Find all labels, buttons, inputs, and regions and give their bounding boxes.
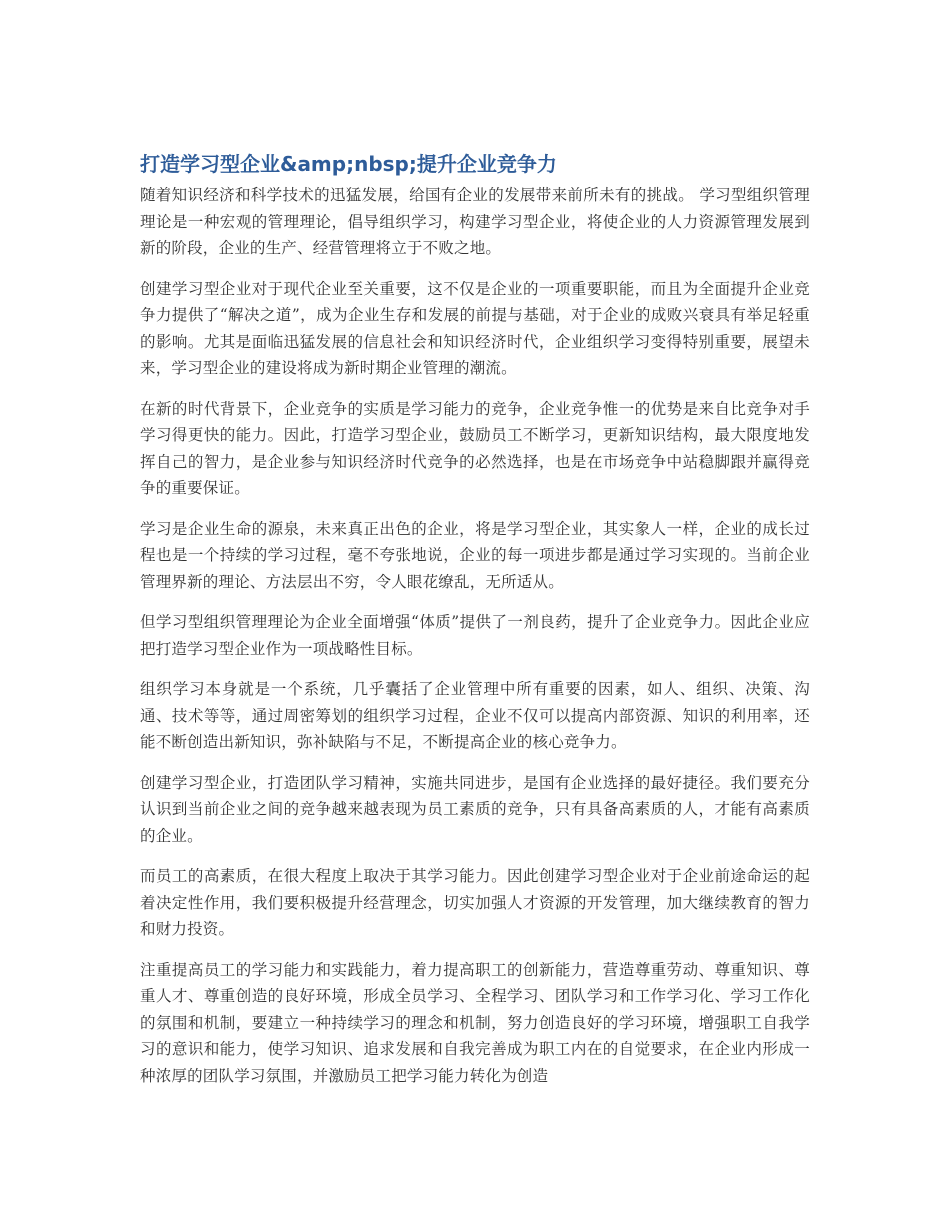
paragraph-1: 随着知识经济和科学技术的迅猛发展，给国有企业的发展带来前所未有的挑战。 学习型组织管理理论是一种宏观的管理理论，倡导组织学习，构建学习型企业，将使企业的人力资源管理发展到新的阶段，企业的生产、经营管理将立于不败之地。 [140,186,810,257]
document-body [140,150,810,1103]
paragraph-6: 组织学习本身就是一个系统，几乎囊括了企业管理中所有重要的因素，如人、组织、决策、沟通、技术等等，通过周密筹划的组织学习过程，企业不仅可以提高内部资源、知识的利用率，还能不断创造出新知识，弥补缺陷与不足，不断提高企业的核心竞争力。 [140,680,810,751]
paragraph-7: 创建学习型企业，打造团队学习精神，实施共同进步，是国有企业选择的最好捷径。我们要充分认识到当前企业之间的竞争越来越表现为员工素质的竞争，只有具备高素质的人，才能有高素质的企业。 [140,773,810,845]
paragraph-9: 注重提高员工的学习能力和实践能力，着力提高职工的创新能力，营造尊重劳动、尊重知识、尊重人才、尊重创造的良好环境，形成全员学习、全程学习、团队学习和工作学习化、学习工作化的氛围和机制，要建立一种持续学习的理念和机制，努力创造良好的学习环境，增强职工自我学习的意识和能力，使学习知识、追求发展和自我完善成为职工内在的自觉要求，在企业内形成一种浓厚的团队学习氛围，并激励员工把学习能力转化为创造 [140,960,810,1085]
document-title: 打造学习型企业&amp;nbsp;提升企业竞争力 [140,152,557,176]
paragraph-5: 但学习型组织管理理论为企业全面增强“体质”提供了一剂良药，提升了企业竞争力。因此企业应把打造学习型企业作为一项战略性目标。 [140,613,810,658]
paragraph-8: 而员工的高素质，在很大程度上取决于其学习能力。因此创建学习型企业对于企业前途命运的起着决定性作用，我们要积极提升经营理念，切实加强人才资源的开发管理，加大继续教育的智力和财力投资。 [140,867,810,938]
paragraph-4: 学习是企业生命的源泉，未来真正出色的企业，将是学习型企业，其实象人一样，企业的成长过程也是一个持续的学习过程，毫不夸张地说，企业的每一项进步都是通过学习实现的。当前企业管理界新的理论、方法层出不穷，令人眼花缭乱，无所适从。 [140,519,810,591]
paragraph-2: 创建学习型企业对于现代企业至关重要，这不仅是企业的一项重要职能，而且为全面提升企业竞争力提供了“解决之道”，成为企业生存和发展的前提与基础，对于企业的成败兴衰具有举足轻重的影响。尤其是面临迅猛发展的信息社会和知识经济时代，企业组织学习变得特别重要，展望未来，学习型企业的建设将成为新时期企业管理的潮流。 [140,279,810,377]
paragraph-3: 在新的时代背景下，企业竞争的实质是学习能力的竞争，企业竞争惟一的优势是来自比竞争对手学习得更快的能力。因此，打造学习型企业，鼓励员工不断学习，更新知识结构，最大限度地发挥自己的智力，是企业参与知识经济时代竞争的必然选择，也是在市场竞争中站稳脚跟并赢得竞争的重要保证。 [140,399,810,497]
